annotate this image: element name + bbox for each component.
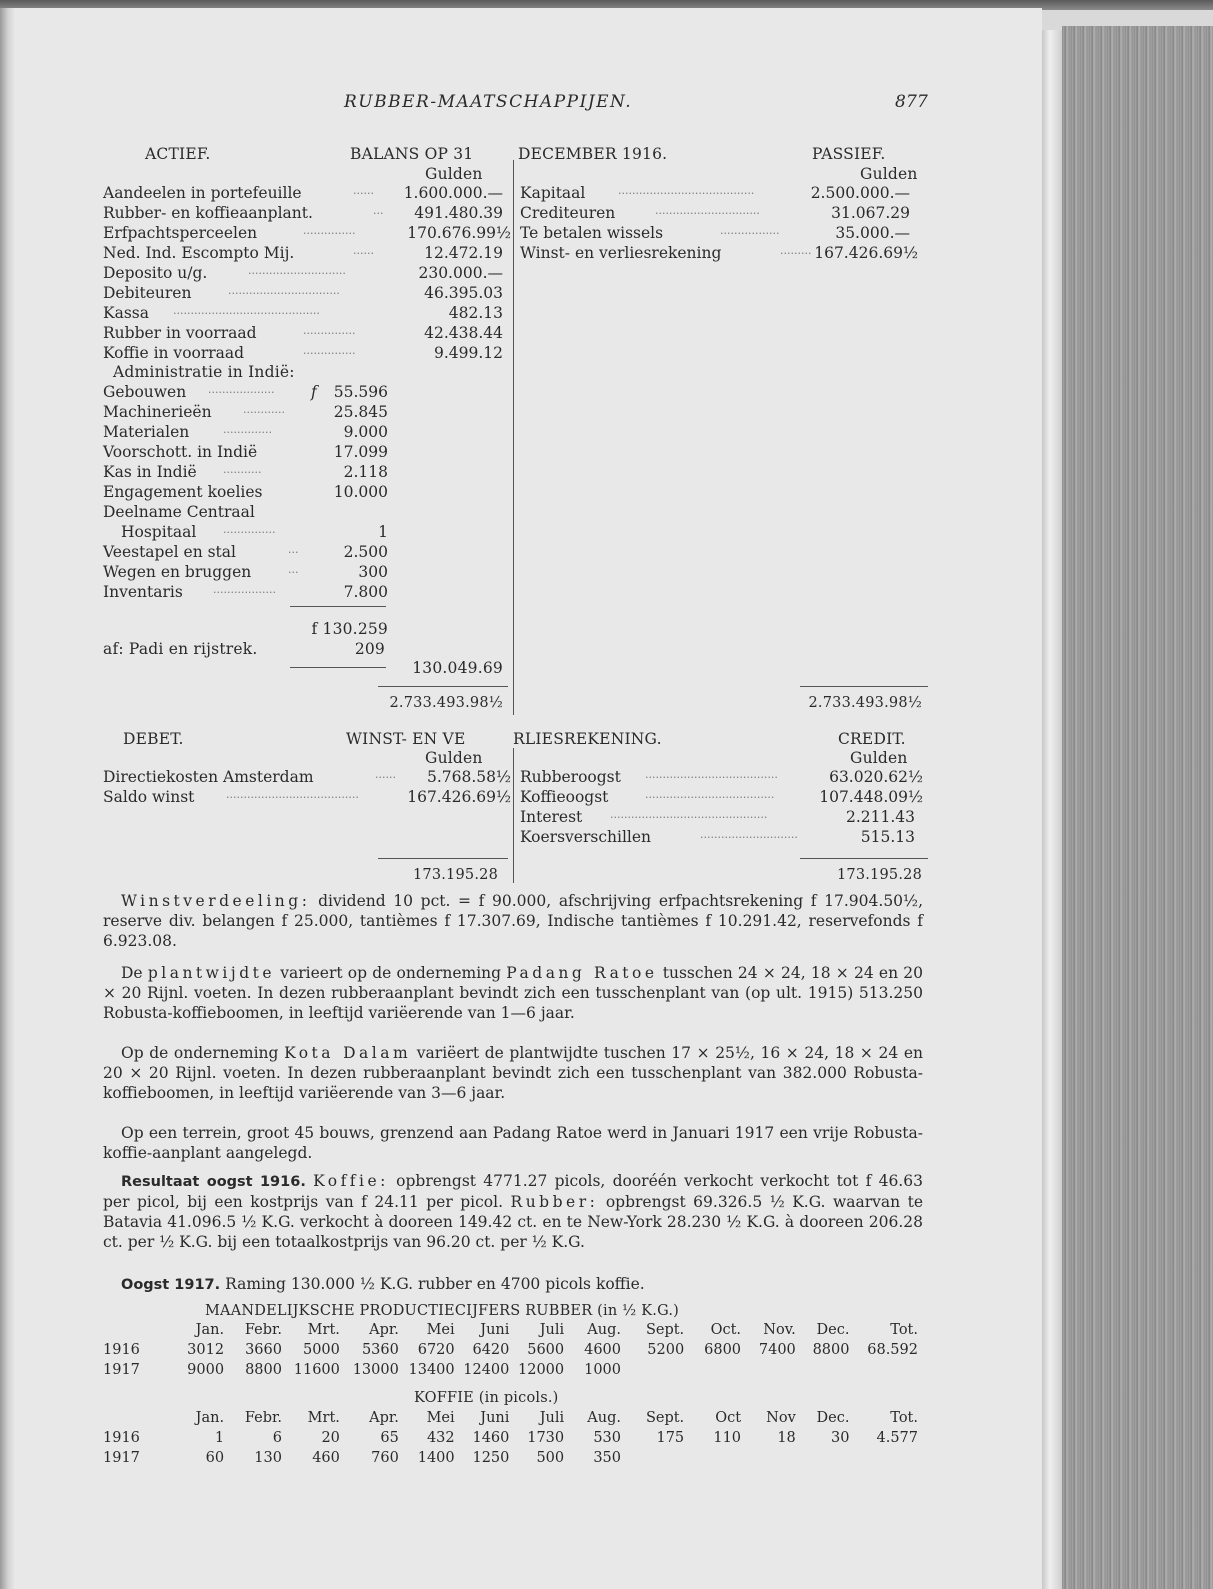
debet-currency-label: Gulden: [425, 749, 483, 767]
page-gutter-shadow: [0, 8, 14, 1589]
table-row: 1917 60 130 460 760 1400 1250 500 350: [103, 1450, 621, 1466]
koffie-header-row: Jan. Febr. Mrt. Apr. Mei Juni Juli Aug. Sept. Oct Nov Dec. Tot.: [195, 1410, 918, 1426]
passief-row: Winst- en verliesrekening ......... 167.426.69½: [520, 244, 918, 262]
admin-heading: Administratie in Indië:: [113, 363, 295, 381]
actief-row: Deposito u/g. ............................ 230.000.—: [103, 264, 503, 282]
actief-total-rule: [378, 686, 508, 687]
admin-deduction-label: af: Padi en rijstrek.: [103, 640, 258, 658]
actief-row: Kassa .......................................... 482.13: [103, 304, 503, 322]
credit-row: Interest ............................................. 2.211.43: [520, 808, 915, 826]
table-row: 1916 3012 3660 5000 5360 6720 6420 5600 4600 5200 6800 7400 8800 68.592: [103, 1342, 918, 1358]
passief-row: Crediteuren .............................. 31.067.29: [520, 204, 910, 222]
credit-total-rule: [800, 858, 928, 859]
pl-center-rule: [513, 748, 514, 883]
admin-subtotal-rule: [290, 606, 386, 607]
winstverdeeling-paragraph: Winstverdeeling: dividend 10 pct. = f 90.000, afschrijving erfpachtsrekening f 17.904.50½, reserve div. belangen f 25.000, tantièmes f 17.307.69, Indische tantièmes f 10.291.42, reservefonds f 6.923.08.: [103, 892, 923, 950]
table-row: 1916 1 6 20 65 432 1460 1730 530 175 110 18 30 4.577: [103, 1430, 918, 1446]
passief-row: Te betalen wissels ................. 35.000.—: [520, 224, 910, 242]
running-title: RUBBER-MAATSCHAPPIJEN.: [344, 92, 633, 112]
admin-row: Hospitaal ............... 1: [121, 523, 388, 541]
terrein-paragraph: Op een terrein, groot 45 bouws, grenzend aan Padang Ratoe werd in Januari 1917 een vrije Robusta-koffie-aanplant aangelegd.: [103, 1124, 923, 1162]
credit-heading: CREDIT.: [838, 730, 906, 748]
credit-currency-label: Gulden: [850, 749, 908, 767]
actief-row: Ned. Ind. Escompto Mij. ...... 12.472.19: [103, 244, 503, 262]
book-page-edges: [1062, 26, 1213, 1589]
credit-row: Koersverschillen ............................ 515.13: [520, 828, 915, 846]
debet-row: Directiekosten Amsterdam ...... 5.768.58½: [103, 768, 511, 786]
credit-row: Rubberoogst ...................................... 63.020.62½: [520, 768, 923, 786]
koffie-production-table: [103, 1408, 918, 1468]
rubber-table-title: MAANDELIJKSCHE PRODUCTIECIJFERS RUBBER (in ½ K.G.): [205, 1303, 680, 1319]
admin-row: Inventaris .................. 7.800: [103, 583, 388, 601]
admin-net-rule: [290, 667, 386, 668]
passief-heading: PASSIEF.: [812, 145, 886, 163]
admin-row: Machinerieën ............ 25.845: [103, 403, 388, 421]
page-number: 877: [895, 92, 929, 112]
pl-title-right: RLIESREKENING.: [513, 730, 662, 748]
admin-row: Voorschott. in Indië 17.099: [103, 443, 388, 461]
admin-row: Deelname Centraal: [103, 503, 255, 521]
credit-row: Koffieoogst ..................................... 107.448.09½: [520, 788, 923, 806]
debet-heading: DEBET.: [123, 730, 184, 748]
actief-row: Rubber- en koffieaanplant. ... 491.480.39: [103, 204, 503, 222]
admin-row: Engagement koelies 10.000: [103, 483, 388, 501]
actief-row: Koffie in voorraad ............... 9.499.12: [103, 344, 503, 362]
balance-title-left: BALANS OP 31: [350, 145, 474, 163]
balance-title-right: DECEMBER 1916.: [518, 145, 668, 163]
page-right-margin: [1042, 30, 1062, 1589]
actief-currency-label: Gulden: [425, 165, 483, 183]
resultaat-paragraph: Resultaat oogst 1916. Koffie: opbrengst 4771.27 picols, dooréén verkocht verkocht tot f 46.63 per picol, bij een kostprijs van f 24.11 per picol. Rubber: opbrengst 69.326.5 ½ K.G. waarvan te Batavia 41.096.5 ½ K.G. verkocht à dooreen 149.42 ct. en te New-York 28.230 ½ K.G. à dooreen 206.28 ct. per ½ K.G. bij een totaalkostprijs van 96.20 ct. per ½ K.G.: [103, 1172, 923, 1251]
passief-row: Kapitaal ....................................... 2.500.000.—: [520, 184, 910, 202]
plantwijdte-paragraph-1: De plantwijdte varieert op de onderneming Padang Ratoe tusschen 24 × 24, 18 × 24 en 20 × 20 Rijnl. voeten. In dezen rubberaanplant bevindt zich een tusschenplant van (op ult. 1915) 513.250 Robusta-koffieboomen, in leeftijd variëerende van 1—6 jaar.: [103, 964, 924, 1022]
admin-row: Veestapel en stal ... 2.500: [103, 543, 388, 561]
passief-total: 2.733.493.98½: [808, 695, 922, 711]
actief-row: Debiteuren ................................ 46.395.03: [103, 284, 503, 302]
passief-total-rule: [800, 686, 928, 687]
plantwijdte-paragraph-2: Op de onderneming Kota Dalam variëert de plantwijdte tuschen 17 × 25½, 16 × 24, 18 × 24 en 20 × 20 Rijnl. voeten. In dezen rubberaanplant bevindt zich een tusschenplant van 382.000 Robusta-koffieboomen, in leeftijd variëerende van 3—6 jaar.: [103, 1044, 923, 1102]
credit-total: 173.195.28: [836, 867, 922, 883]
passief-currency-label: Gulden: [860, 165, 918, 183]
debet-row: Saldo winst ...................................... 167.426.69½: [103, 788, 511, 806]
actief-row: Erfpachtsperceelen ............... 170.676.99½: [103, 224, 511, 242]
admin-row: Wegen en bruggen ... 300: [103, 563, 388, 581]
actief-row: Rubber in voorraad ............... 42.438.44: [103, 324, 503, 342]
actief-row: Aandeelen in portefeuille ...... 1.600.000.—: [103, 184, 503, 202]
debet-total-rule: [378, 858, 508, 859]
koffie-table-title: KOFFIE (in picols.): [414, 1390, 559, 1406]
balance-center-rule: [513, 160, 514, 715]
actief-total: 2.733.493.98½: [389, 695, 503, 711]
actief-heading: ACTIEF.: [145, 145, 211, 163]
oogst-paragraph: Oogst 1917. Raming 130.000 ½ K.G. rubber en 4700 picols koffie.: [121, 1275, 645, 1293]
admin-row: Kas in Indië ........... 2.118: [103, 463, 388, 481]
debet-total: 173.195.28: [412, 867, 498, 883]
admin-row: Gebouwen ................... f 55.596: [103, 383, 388, 401]
admin-row: Materialen .............. 9.000: [103, 423, 388, 441]
admin-net-amount: 130.049.69: [412, 659, 503, 677]
rubber-header-row: Jan. Febr. Mrt. Apr. Mei Juni Juli Aug. Sept. Oct. Nov. Dec. Tot.: [195, 1322, 918, 1338]
rubber-production-table: [103, 1320, 918, 1380]
pl-title-left: WINST- EN VE: [346, 730, 466, 748]
admin-subtotal: f 130.259: [311, 620, 388, 638]
table-row: 1917 9000 8800 11600 13000 13400 12400 12000 1000: [103, 1362, 621, 1378]
admin-deduction-amount: 209: [354, 640, 385, 658]
